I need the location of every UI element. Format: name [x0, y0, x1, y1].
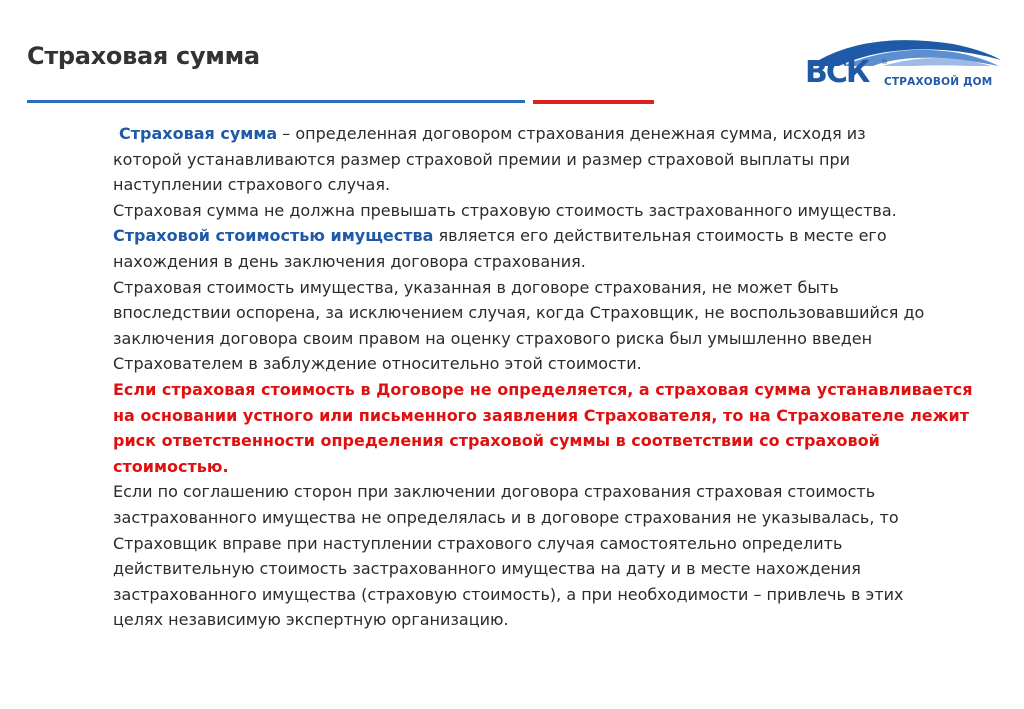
logo-registered-mark: ®	[881, 58, 888, 66]
p6-line-2: застрахованного имущества не определялась и в договоре страхования не указывалась, то	[113, 507, 899, 527]
p2-line-1: Страховая сумма не должна превышать страховую стоимость застрахованного имущества.	[113, 200, 897, 220]
p6-line-1: Если по соглашению сторон при заключении договора страхования страховая стоимость	[113, 482, 876, 502]
body-text	[113, 121, 973, 633]
p6-line-3: Страховщик вправе при наступлении страхового случая самостоятельно определить	[113, 533, 843, 553]
p3-line-1: Страховой стоимостью имущества является его действительная стоимость в месте его	[113, 226, 887, 246]
p6-line-6: целях независимую экспертную организацию.	[113, 610, 509, 630]
p3-line-2: нахождения в день заключения договора страхования.	[113, 251, 586, 271]
page-title: Страховая сумма	[27, 42, 260, 70]
p1-line-3: наступлении страхового случая.	[113, 175, 391, 195]
logo-text: СТРАХОВОЙ ДОМ	[884, 76, 993, 88]
p5-line-1: Если страховая стоимость в Договоре не определяется, а страховая сумма устанавливается	[113, 379, 973, 399]
p5-line-4: стоимостью.	[113, 456, 229, 476]
vsk-logo	[803, 36, 1003, 96]
p5-line-3: риск ответственности определения страховой суммы в соответствии со страховой	[113, 431, 880, 451]
p6-line-4: действительную стоимость застрахованного имущества на дату и в месте нахождения	[113, 559, 861, 579]
p6-line-5: застрахованного имущества (страховую стоимость), а при необходимости – привлечь в этих	[113, 584, 904, 604]
p1-line-2: которой устанавливаются размер страховой премии и размер страховой выплаты при	[113, 149, 851, 169]
p4-line-2: впоследствии оспорена, за исключением случая, когда Страховщик, не воспользовавшийся до	[113, 303, 925, 323]
p5-line-2: на основании устного или письменного заявления Страхователя, то на Страхователе лежит	[113, 405, 970, 425]
title-underline-blue	[27, 100, 525, 103]
p4-line-1: Страховая стоимость имущества, указанная в договоре страхования, не может быть	[113, 277, 839, 297]
p4-line-3: заключения договора своим правом на оценку страхового риска был умышленно введен	[113, 328, 873, 348]
p4-line-4: Страхователем в заблуждение относительно этой стоимости.	[113, 354, 642, 374]
term-insured-value: Страховой стоимостью имущества	[113, 226, 434, 246]
p1-line-1: Страховая сумма – определенная договором страхования денежная сумма, исходя из	[119, 124, 866, 143]
term-insured-sum: Страховая сумма	[119, 124, 278, 143]
title-underline-red	[533, 100, 654, 104]
logo-letters: ВСК	[805, 55, 869, 90]
